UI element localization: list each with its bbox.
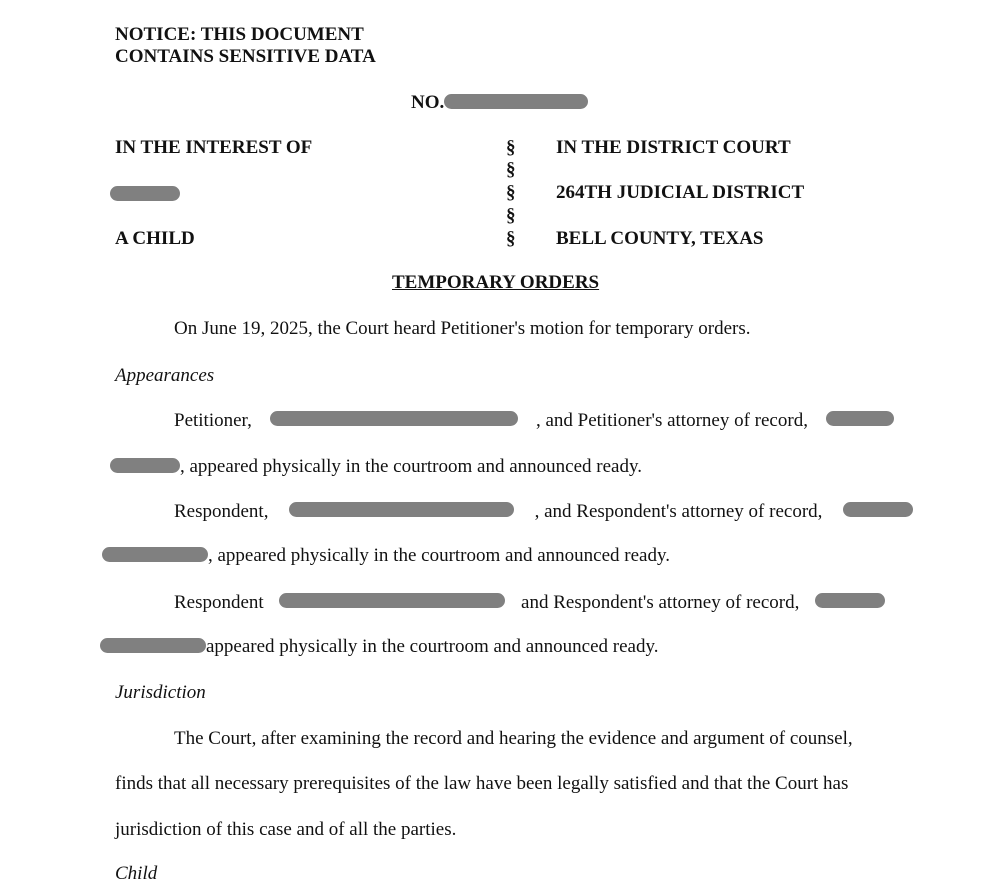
redacted-petitioner-name	[270, 411, 518, 426]
case-number-label: NO.	[411, 92, 445, 113]
heading-jurisdiction: Jurisdiction	[115, 682, 206, 703]
respondent-label: Respondent	[174, 592, 264, 613]
petitioner-attorney-text: , and Petitioner's attorney of record,	[535, 410, 808, 431]
heading-child: Child	[115, 863, 158, 884]
notice-line-1: NOTICE: THIS DOCUMENT	[115, 24, 364, 45]
redacted-respondent-1-attorney	[843, 502, 913, 517]
caption-district-court: IN THE DISTRICT COURT	[556, 137, 791, 158]
redacted-respondent-2-attorney	[815, 593, 885, 608]
appearance-respondent-2-line-2	[100, 636, 658, 658]
appearance-text: appeared physically in the courtroom and announced ready.	[206, 636, 659, 657]
redacted-petitioner-attorney-cont	[110, 458, 180, 473]
intro-paragraph: On June 19, 2025, the Court heard Petitioner's motion for temporary orders.	[174, 318, 751, 339]
section-symbol: §	[506, 137, 516, 158]
respondent-attorney-text: and Respondent's attorney of record,	[521, 592, 800, 613]
petitioner-label: Petitioner,	[174, 410, 252, 431]
appearance-petitioner-line-1	[174, 410, 894, 432]
redacted-petitioner-attorney	[826, 411, 894, 426]
caption-county: BELL COUNTY, TEXAS	[556, 228, 764, 249]
redacted-respondent-1-name	[289, 502, 514, 517]
redacted-respondent-1-attorney-cont	[102, 547, 208, 562]
redacted-child-name	[110, 184, 180, 206]
document-title: TEMPORARY ORDERS	[392, 272, 600, 293]
section-symbol: §	[506, 182, 516, 203]
caption-a-child: A CHILD	[115, 228, 195, 249]
appearance-respondent-2-line-1	[174, 592, 885, 614]
section-symbol: §	[506, 205, 516, 226]
appearance-petitioner-line-2	[110, 456, 642, 478]
jurisdiction-line-2: finds that all necessary prerequisites of the law have been legally satisfied and that the Court has	[115, 773, 849, 794]
redacted-case-number	[444, 94, 588, 109]
heading-appearances: Appearances	[115, 365, 215, 386]
section-symbol: §	[506, 228, 516, 249]
case-number	[411, 92, 588, 114]
appearance-respondent-1-line-2	[102, 545, 670, 567]
respondent-label: Respondent,	[174, 501, 269, 522]
notice-line-2: CONTAINS SENSITIVE DATA	[115, 46, 376, 67]
appearance-text: , appeared physically in the courtroom and announced ready.	[180, 456, 642, 477]
appearance-respondent-1-line-1	[174, 501, 913, 523]
respondent-attorney-text: , and Respondent's attorney of record,	[534, 501, 823, 522]
appearance-text: , appeared physically in the courtroom and announced ready.	[208, 545, 670, 566]
caption-in-the-interest-of: IN THE INTEREST OF	[115, 137, 313, 158]
jurisdiction-line-1: The Court, after examining the record and hearing the evidence and argument of counsel,	[174, 728, 853, 749]
redacted-respondent-2-name	[279, 593, 505, 608]
redacted-respondent-2-attorney-cont	[100, 638, 206, 653]
section-symbol: §	[506, 159, 516, 180]
jurisdiction-line-3: jurisdiction of this case and of all the parties.	[115, 819, 457, 840]
caption-judicial-district: 264TH JUDICIAL DISTRICT	[556, 182, 805, 203]
